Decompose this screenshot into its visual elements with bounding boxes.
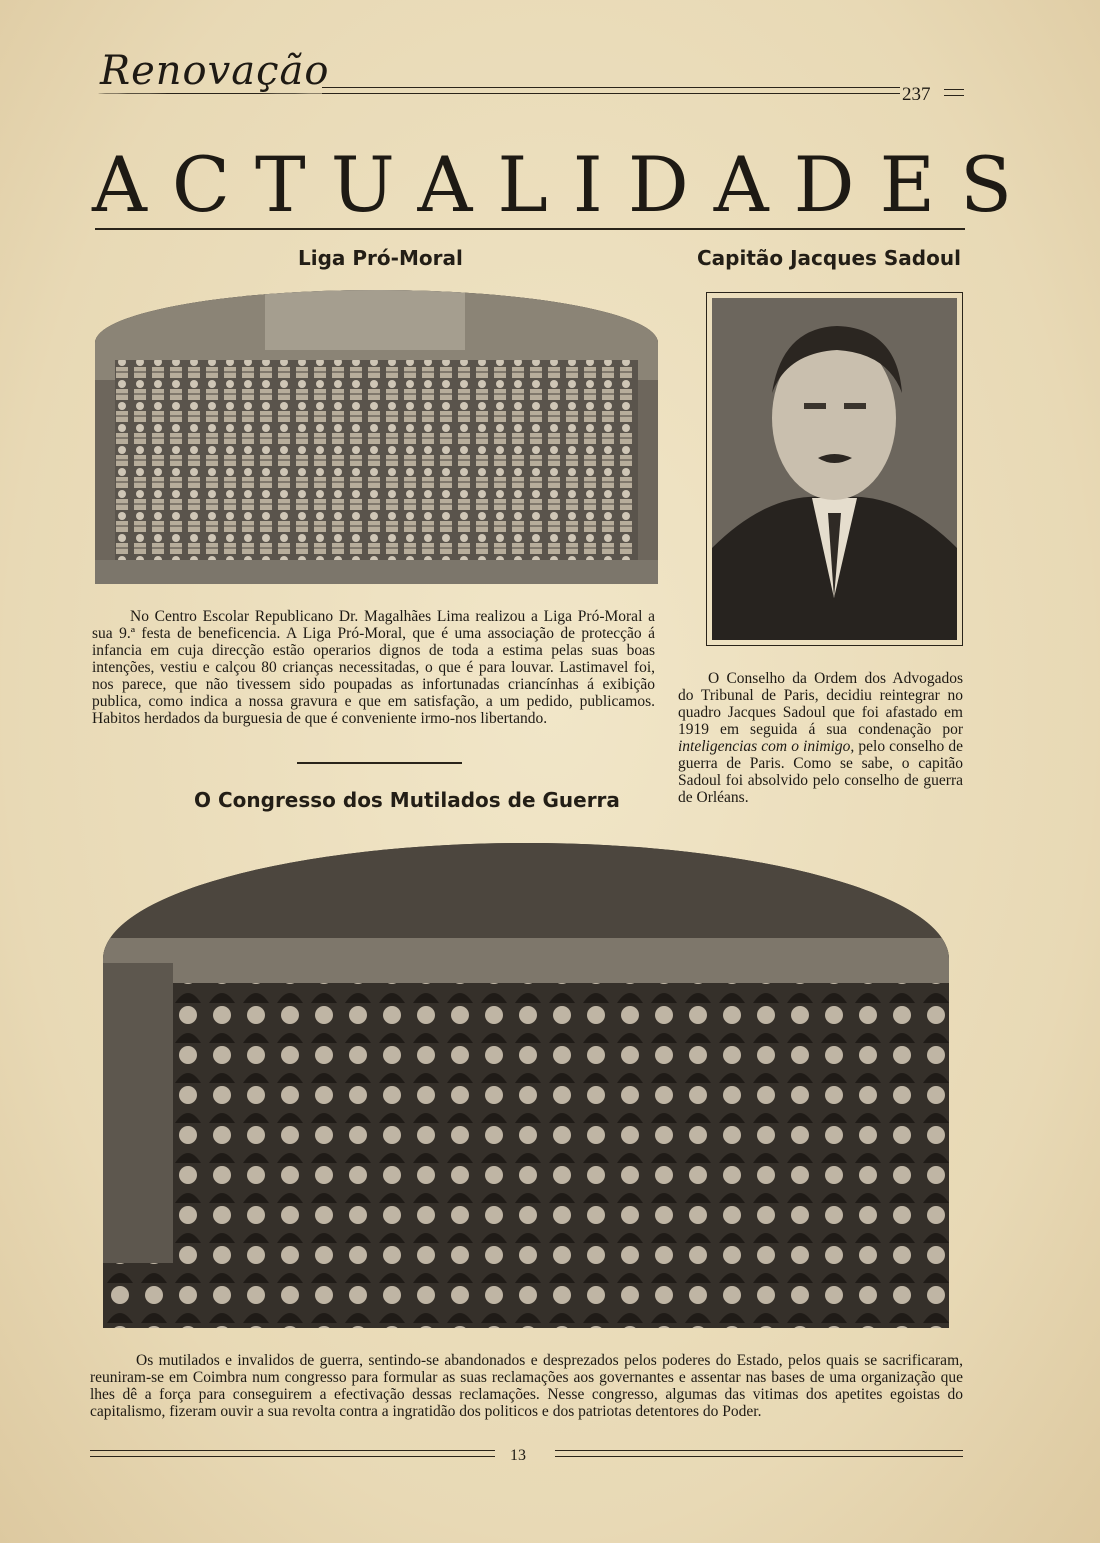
section-title: ACTUALIDADES [92, 140, 1038, 229]
sadoul-text-end: pelo conselho de guerra de Paris. Como se sabe, o capitão Sadoul foi absolvido pelo conselho de guerra de Orléans. [678, 738, 963, 806]
section-rule [95, 228, 965, 230]
header-double-rule [322, 87, 900, 94]
sadoul-text [678, 670, 963, 806]
magazine-logo: Renovação [100, 48, 330, 94]
sadoul-text-main: O Conselho da Ordem dos Advogados do Tribunal de Paris, decidiu reintegrar no quadro Jacques Sadoul que foi afastado em 1919 em seguida á sua condenação por [678, 670, 963, 738]
header-double-rule-end [944, 89, 964, 96]
footer-rule-right [555, 1450, 963, 1457]
separator-rule [297, 762, 462, 764]
congresso-text [90, 1352, 963, 1420]
sadoul-heading: Capitão Jacques Sadoul [697, 246, 961, 270]
congresso-text-content: Os mutilados e invalidos de guerra, sentindo-se abandonados e desprezados pelos poderes do Estado, pelos quais se sacrificaram, reuniram-se em Coimbra num congresso para formular as suas reclamações aos governantes e assentar nas bases de uma organização que lhes dê a força para conseguirem a efectivação dessas reclamações. Nesse congresso, algumas das vitimas dos apetites egoistas do capitalismo, fizeram ouvir a sua revolta contra a ingratidão dos politicos e dos patriotas detentores do Poder. [90, 1352, 963, 1420]
liga-children-photo [95, 290, 658, 584]
footer-rule-left [90, 1450, 495, 1457]
sadoul-portrait-photo [712, 298, 957, 640]
congresso-audience-photo [103, 843, 949, 1328]
footer-page-number: 13 [510, 1447, 526, 1464]
header-page-number: 237 [902, 84, 931, 105]
liga-heading: Liga Pró-Moral [298, 246, 463, 270]
liga-text [92, 608, 655, 727]
sadoul-photo-frame [706, 292, 963, 646]
liga-text-content: No Centro Escolar Republicano Dr. Magalhães Lima realizou a Liga Pró-Moral a sua 9.ª festa de beneficencia. A Liga Pró-Moral, que é uma associação de protecção á infancia em cuja direcção estão operarios dignos de toda a estima pelas suas boas intenções, vestiu e calçou 80 crianças necessitadas, o que é para louvar. Lastimavel foi, nos parece, que não tivessem sido poupadas as infortunadas criancínhas á exibição publica, como indica a nossa gravura e que em satisfação, a um pedido, publicamos. Habitos herdados da burguesia de que é conveniente irmo-nos libertando. [92, 608, 655, 727]
logo-underline [98, 93, 328, 94]
congresso-heading: O Congresso dos Mutilados de Guerra [194, 788, 620, 812]
sadoul-text-italic: inteligencias com o inimigo, [678, 738, 855, 755]
